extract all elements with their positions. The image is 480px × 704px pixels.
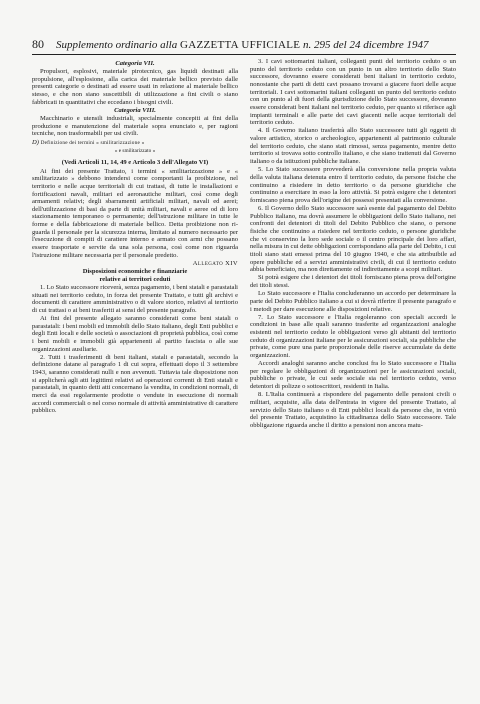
definition-title-1: Definizione dei termini « smilitarizzazione » (40, 139, 145, 146)
econ-title-1: Disposizioni economiche e finanziarie (82, 268, 188, 276)
paragraph-7: 7. Lo Stato successore e l'Italia regoleranno con speciali accordi le condizioni in base alle quali saranno trasferite ad organizzazioni analoghe esistenti nel territorio ceduto le obbligazioni verso gli abitanti del territorio ceduto di organizzazioni italiane per le assicurazioni sociali, sia pubbliche che private, come pure una parte proporzionale delle riserve accumulate da dette organizzazioni. (250, 313, 456, 359)
annex-text: Allegato XIV (192, 259, 238, 267)
paragraph-4: 4. Il Governo italiano trasferirà allo Stato successore tutti gli oggetti di valore artistico, storico o archeologico, appartenenti al patrimonio culturale del territorio ceduto, che siano stati rimossi, senza pagamento, mentre detto territorio si trovava sotto controllo italiano, e che siano trattenuti dal Governo italiano o da istituzioni pubbliche italiane. (250, 127, 456, 166)
definition-text: Ai fini dei presente Trattato, i termini « smilitarizzazione » e « smilitarizzato » debbono intendersi come comportanti la proibizione, nel territorio e nelle acque territoriali di cui trattasi, di tutte le installazioni e fortificazioni navali, militari ed aeronautiche militari, così come degli armamenti relativi; degli sbarramenti artificiali militari, navali ed aerei; dell'utilizzazione di basi da parte di unità militari, navali e aeree od di loro stazionamento temporaneo o permanente; dell'istruzione militare in tutte le forme e della fabbricazione di materiale bellico. Detta proibizione non riguarda il personale per la sicurezza interna, limitato al numero necessario per l'esecuzione di compiti di carattere interno e armato con armi che possano essere trasportate e servite da una sola persona, così come non riguarda l'istruzione militare necessaria per il personale predetto. (32, 167, 238, 259)
text-columns (32, 58, 456, 686)
paragraph-7b: Accordi analoghi saranno anche conclusi fra lo Stato successore e l'Italia per regolare le obbligazioni di organizzazioni per le assicurazioni sociali, pubbliche o private, le cui sede sociale sia nel territorio ceduto, verso detentori di polizze o sottoscrittori, residenti in Italia. (250, 360, 456, 391)
definition-letter: D) (32, 138, 39, 146)
right-column (250, 58, 456, 686)
econ-title-2: relative ai territori ceduti (99, 275, 171, 283)
category-8-title: Categoria VIII. (114, 106, 156, 114)
running-title (56, 39, 429, 51)
econ-paragraph-3: 2. Tutti i trasferimenti di beni italiani, statali e parastatali, secondo la definizione datane al paragrafo 1 di cui sopra, effettuati dopo il 3 settembre 1943, saranno considerati nulli e non avvenuti. Tuttavia tale disposizione non si applicherà agli atti legittimi relativi ad operazioni correnti di Enti statali e parastatali, in quanto detti atti concernano la vendita, in condizioni normali, di merci da essi regolarmente prodotte o vendute in esecuzione di normali accordi commerciali o nel corso normale di attività amministrative di carattere pubblico. (32, 353, 238, 415)
title-suffix: n. 295 del 24 dicembre 1947 (303, 39, 429, 51)
definition-references: (Vedi Articoli 11, 14, 49 e Articolo 3 dell'Allegato VI) (61, 159, 209, 167)
paragraph-5: 5. Lo Stato successore provvederà alla conversione nella propria valuta della valuta italiana detenuta entro il territorio ceduto, da persone fisiche che continuino a risiedere in detto territorio o da persone giuridiche che continuino a esercitare in esso la loro attività. Si potrà esigere che i detentori forniscano piena prova dell'origine dei possessi presentati alla conversione. (250, 166, 456, 204)
paragraph-3: 3. I cavi sottomarini italiani, colleganti punti del territorio ceduto o un punto del territorio ceduto con un punto in un altro territorio dello Stato successore, dovranno essere considerati beni italiani in territorio ceduto, nonostante che parti di detti cavi possano trovarsi a giacere fuori delle acque territoriali. I cavi sottomarini italiani colleganti un punto del territorio ceduto con un punto al di fuori della giurisdizione dello Stato successore, dovranno essere considerati beni italiani nel territorio ceduto, per quanto si riferisce agli impianti terminali e alle parte dei cavi giacenti nelle acque territoriali del territorio ceduto. (250, 58, 456, 127)
paragraph-6: 6. Il Governo dello Stato successore sarà esente dal pagamento del Debito Pubblico italiano, ma dovrà assumere le obbligazioni dello Stato italiano, nei confronti dei detentori di titoli del Debito Pubblico che siano, o persone fisiche che continuino a risiedere nel territorio ceduto, o persone giuridiche che vi conservino la loro sede sociale o il centro principale dei loro affari, nella misura in cui dette obbligazioni corrispondano alla parte del Debito, i cui titoli siano stati emessi prima del 10 giugno 1940, e che sia attribuibile ad opere pubbliche ed a servizi amministrativi civili, di cui il territorio ceduto abbia beneficiato, ma non direttamente od indirettamente a scopi militari. (250, 204, 456, 274)
left-column (32, 58, 238, 686)
annex-label (32, 260, 238, 268)
econ-paragraph-2: Ai fini del presente allegato saranno considerati come beni statali o parastatali: i beni mobili ed immobili dello Stato italiano, degli Enti pubblici e degli Enti locali e delle società o associazioni di proprietà pubblica, così come i beni mobili e immobili già appartenenti al partito fascista o alle sue organizzazioni ausiliarie. (32, 315, 238, 353)
paragraph-6b: Si potrà esigere che i detentori dei titoli forniscano piena prova dell'origine dei titoli stessi. (250, 274, 456, 290)
definition-title-2: « e smilitarizzato » (114, 147, 156, 154)
title-prefix: Supplemento ordinario alla (56, 39, 178, 51)
page-header (32, 37, 456, 52)
econ-paragraph-1: 1. Lo Stato successore riceverà, senza pagamento, i beni statali e parastatali situati nei territorio ceduto, in forza dei presente Trattato, e tutti gli archivi e documenti di carattere amministrativo o di valore storico, relativi al territorio di cui trattasi o ai beni trasferiti ai sensi del presente paragrafo. (32, 283, 238, 314)
definition-heading (32, 139, 238, 148)
paragraph-8: 8. L'Italia continuerà a rispondere del pagamento delle pensioni civili o militari, acquisite, alla data dell'entrata in vigore del presente Trattato, al servizio dello Stato italiano o di Enti pubblici locali da persone che, in virtù del presente Trattato, acquistino la cittadinanza dello Stato successore. Tale obbligazione riguarda anche il diritto a pensioni non ancora matu- (250, 391, 456, 429)
category-7-title: Categoria VII. (115, 60, 155, 67)
paragraph-6c: Lo Stato successore e l'Italia concluderanno un accordo per determinare la parte del Debito Pubblico italiano a cui si dovrà riferire il presente paragrafo e i metodi per dare esecuzione alle disposizioni relative. (250, 290, 456, 313)
category-7-text: Propulsori, esplosivi, materiale pirotecnico, gas liquidi destinati alla propulsione, all'esplosione, alla carica dei materiale bellico previsto dalle presenti categorie o destinati ad essere usati in relazione al materiale bellico stesso, e che non siano suscettibili di utilizzazione a fini civili o siano fabbricati in quantitativi che eccedano i bisogni civili. (32, 68, 238, 106)
title-gazzetta: GAZZETTA UFFICIALE (179, 39, 301, 51)
page-number: 80 (32, 37, 44, 51)
category-8-text: Macchinario e utensili industriali, specialmente concepiti ai fini della produzione e manutenzione del materiale sopra enunciato e, per ragioni tecniche, non trasformabili per usi civili. (32, 115, 238, 138)
header-rule (32, 54, 456, 55)
